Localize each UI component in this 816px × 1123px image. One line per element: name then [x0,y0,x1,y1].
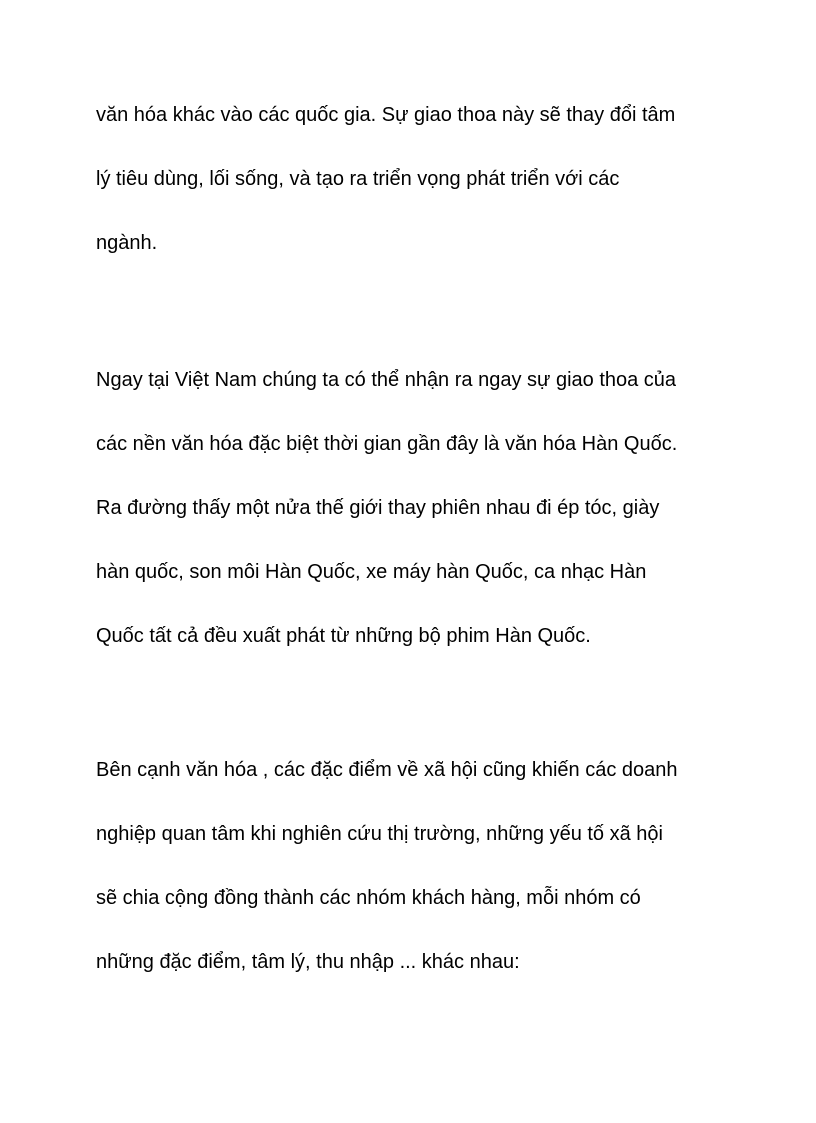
paragraph-social-factors [96,754,736,1010]
text-line: văn hóa khác vào các quốc gia. Sự giao thoa này sẽ thay đổi tâm [96,104,676,126]
text-line: Ra đường thấy một nửa thế giới thay phiên nhau đi ép tóc, giày [96,497,660,519]
text-line: Ngay tại Việt Nam chúng ta có thể nhận ra ngay sự giao thoa của [96,369,677,391]
text-line: Quốc tất cả đều xuất phát từ những bộ phim Hàn Quốc. [96,625,591,647]
text-line: ngành. [96,232,158,254]
paragraph-korean-culture [96,364,736,684]
text-line: những đặc điểm, tâm lý, thu nhập ... khác nhau: [96,951,520,973]
text-line: hàn quốc, son môi Hàn Quốc, xe máy hàn Quốc, ca nhạc Hàn [96,561,647,583]
text-line: sẽ chia cộng đồng thành các nhóm khách hàng, mỗi nhóm có [96,887,641,909]
paragraph-cultural-exchange [96,99,736,291]
text-line: các nền văn hóa đặc biệt thời gian gần đây là văn hóa Hàn Quốc. [96,433,678,455]
text-line: Bên cạnh văn hóa , các đặc điểm về xã hội cũng khiến các doanh [96,759,678,781]
text-line: lý tiêu dùng, lối sống, và tạo ra triển vọng phát triển với các [96,168,620,190]
text-line: nghiệp quan tâm khi nghiên cứu thị trường, những yếu tố xã hội [96,823,663,845]
